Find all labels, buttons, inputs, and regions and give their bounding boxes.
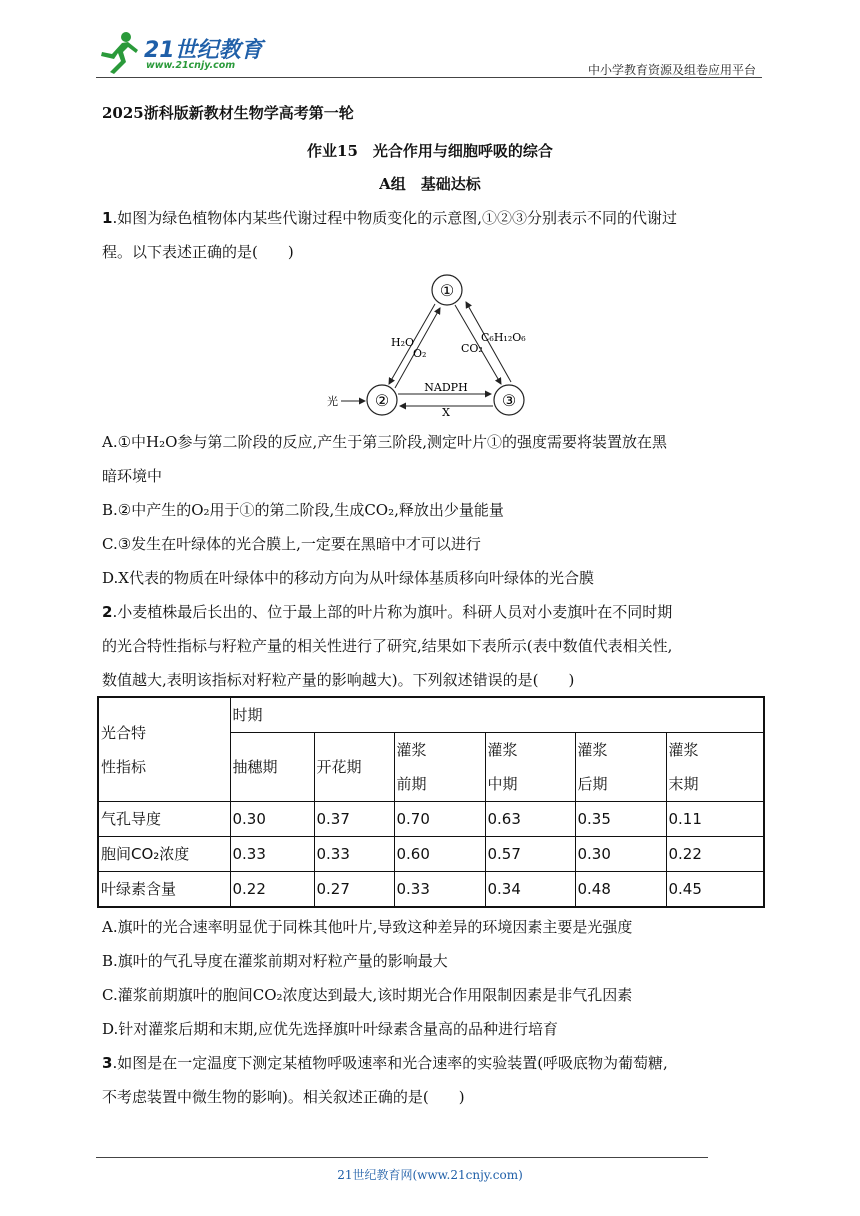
row-label: 气孔导度 — [98, 802, 230, 837]
table-period-header: 时期 — [230, 697, 764, 733]
col-header-1: 抽穗期 — [230, 733, 314, 802]
document-title: 2025浙科版新教材生物学高考第一轮 — [102, 104, 354, 122]
table-cell: 0.37 — [314, 802, 394, 837]
table-cell: 0.22 — [230, 872, 314, 908]
glucose-label: C₆H₁₂O₆ — [481, 331, 526, 344]
table-cell: 0.33 — [394, 872, 485, 908]
co2-label: CO₂ — [461, 342, 483, 355]
logo-text: 21世纪教育 — [144, 38, 263, 63]
q2-stem-line1: 2.小麦植株最后长出的、位于最上部的叶片称为旗叶。科研人员对小麦旗叶在不同时期 — [102, 603, 673, 621]
site-logo — [96, 30, 266, 76]
q1-number: 1 — [102, 209, 113, 227]
header-platform-text: 中小学教育资源及组卷应用平台 — [587, 63, 756, 77]
table-cell: 0.34 — [485, 872, 575, 908]
q1-option-a-line2: 暗环境中 — [102, 467, 163, 485]
table-cell: 0.60 — [394, 837, 485, 872]
row-label: 胞间CO₂浓度 — [98, 837, 230, 872]
col-header-5: 灌浆 后期 — [575, 733, 666, 802]
q1-option-a-line1: A.①中H₂O参与第二阶段的反应,产生于第三阶段,测定叶片①的强度需要将装置放在黑 — [102, 433, 667, 451]
table-row — [98, 837, 764, 872]
col-header-6: 灌浆 末期 — [666, 733, 764, 802]
table-cell: 0.33 — [230, 837, 314, 872]
q2-data-table — [97, 696, 765, 908]
col-header-2: 开花期 — [314, 733, 394, 802]
table-cell: 0.63 — [485, 802, 575, 837]
footer-divider — [96, 1157, 708, 1158]
q1-option-c: C.③发生在叶绿体的光合膜上,一定要在黑暗中才可以进行 — [102, 535, 481, 553]
table-cell: 0.27 — [314, 872, 394, 908]
q2-stem-line3: 数值越大,表明该指标对籽粒产量的影响越大)。下列叙述错误的是( ) — [102, 671, 575, 689]
q2-option-a: A.旗叶的光合速率明显优于同株其他叶片,导致这种差异的环境因素主要是光强度 — [102, 918, 633, 936]
node-2-label: ② — [374, 391, 390, 410]
q3-number: 3 — [102, 1054, 113, 1072]
table-cell: 0.70 — [394, 802, 485, 837]
col-header-4: 灌浆 中期 — [485, 733, 575, 802]
logo-url: www.21cnjy.com — [146, 60, 236, 71]
table-cell: 0.57 — [485, 837, 575, 872]
table-cell: 0.11 — [666, 802, 764, 837]
nadph-label: NADPH — [424, 381, 468, 394]
q2-number: 2 — [102, 603, 113, 621]
node-3-label: ③ — [501, 391, 517, 410]
table-cell: 0.35 — [575, 802, 666, 837]
q1-metabolism-diagram — [325, 270, 565, 420]
table-cell: 0.22 — [666, 837, 764, 872]
table-cell: 0.33 — [314, 837, 394, 872]
col-header-3: 灌浆 前期 — [394, 733, 485, 802]
row-label: 叶绿素含量 — [98, 872, 230, 908]
group-title: A组 基础达标 — [379, 175, 481, 193]
table-corner-cell: 光合特 性指标 — [98, 697, 230, 802]
node-1-label: ① — [439, 281, 455, 300]
q3-stem-line2: 不考虑装置中微生物的影响)。相关叙述正确的是( ) — [102, 1088, 465, 1106]
h2o-label: H₂O — [391, 336, 415, 349]
footer-link[interactable]: 21世纪教育网(www.21cnjy.com) — [337, 1168, 523, 1182]
table-row — [98, 802, 764, 837]
page-header — [96, 30, 762, 80]
runner-icon — [96, 30, 142, 76]
x-label: X — [442, 406, 450, 419]
table-cell: 0.45 — [666, 872, 764, 908]
o2-label: O₂ — [413, 347, 427, 360]
table-cell: 0.48 — [575, 872, 666, 908]
header-divider — [96, 77, 762, 78]
q2-option-b: B.旗叶的气孔导度在灌浆前期对籽粒产量的影响最大 — [102, 952, 448, 970]
q3-stem-line1: 3.如图是在一定温度下测定某植物呼吸速率和光合速率的实验装置(呼吸底物为葡萄糖, — [102, 1054, 668, 1072]
q2-stem-line2: 的光合特性指标与籽粒产量的相关性进行了研究,结果如下表所示(表中数值代表相关性, — [102, 637, 673, 655]
q1-stem-line2: 程。以下表述正确的是( ) — [102, 243, 294, 261]
q1-option-b: B.②中产生的O₂用于①的第二阶段,生成CO₂,释放出少量能量 — [102, 501, 504, 519]
q1-option-d: D.X代表的物质在叶绿体中的移动方向为从叶绿体基质移向叶绿体的光合膜 — [102, 569, 594, 587]
q1-stem-line1: 1.如图为绿色植物体内某些代谢过程中物质变化的示意图,①②③分别表示不同的代谢过 — [102, 209, 677, 227]
table-cell: 0.30 — [230, 802, 314, 837]
table-cell: 0.30 — [575, 837, 666, 872]
table-row — [98, 872, 764, 908]
q2-option-d: D.针对灌浆后期和末期,应优先选择旗叶叶绿素含量高的品种进行培育 — [102, 1020, 559, 1038]
homework-title: 作业15 光合作用与细胞呼吸的综合 — [307, 142, 553, 160]
light-label: 光 — [327, 395, 338, 408]
q2-option-c: C.灌浆前期旗叶的胞间CO₂浓度达到最大,该时期光合作用限制因素是非气孔因素 — [102, 986, 633, 1004]
